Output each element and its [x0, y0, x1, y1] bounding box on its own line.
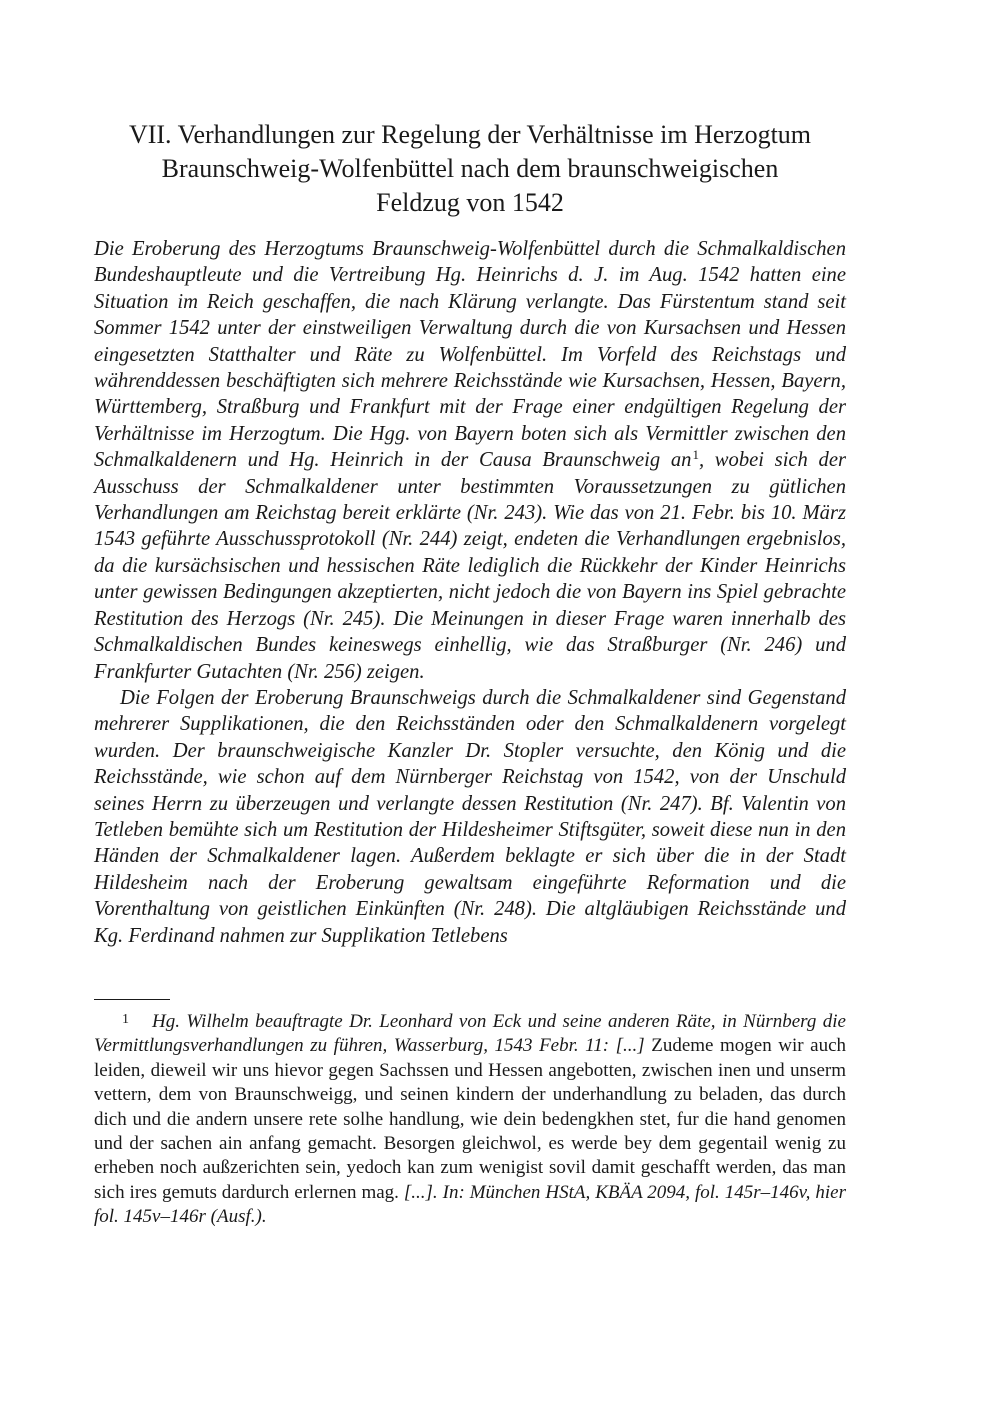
footnote-quote: Zudeme mogen wir auch leiden, dieweil wir uns hievor gegen Sachssen und Hessen angebotten, zwischen inen und unserm vettern, dem von Braunschweigg, und seinen kindern der underhandlung zu beladen, das durch dich und die andern unsere rete solhe handlung, wie dein bedengkhen stet, fur die hand genomen und der sachen ain anfang gemacht. Besorgen gleichwol, es werde bey dem gegentail wenig zu erheben noch außzerichten sein, yedoch kan zum wenigist sovil damit geschafft werden, das man sich ires gemuts dardurch erlernen mag.: [94, 1035, 847, 1203]
chapter-title-line-2: Braunschweig-Wolfenbüttel nach dem braunschweigischen: [161, 154, 779, 183]
chapter-introduction: [94, 236, 846, 949]
footnote-reference-1[interactable]: 1: [692, 447, 699, 463]
footnote-number: 1: [122, 1012, 129, 1027]
intro-paragraph-2: Die Folgen der Eroberung Braunschweigs durch die Schmalkaldener sind Gegenstand mehrerer Supplikationen, die den Reichsständen oder den Schmalkaldenern vorgelegt wurden. Der braunschweigische Kanzler Dr. Stopler versuchte, den König und die Reichsstände, wie schon auf dem Nürnberger Reichstag von 1542, von der Unschuld seines Herrn zu überzeugen und verlangte dessen Restitution (Nr. 247). Bf. Valentin von Tetleben bemühte sich um Restitution der Hildesheimer Stiftsgüter, soweit diese nun in den Händen der Schmalkaldener lagen. Außerdem beklagte er sich über die in der Stadt Hildesheim nach der Eroberung gewaltsam eingeführte Reformation und die Vorenthaltung von geistlichen Einkünften (Nr. 248). Die altgläubigen Reichsstände und Kg. Ferdinand nahmen zur Supplikation Tetlebens: [94, 686, 846, 947]
footnotes-section: [94, 999, 846, 1230]
footnote-italic-lead: Hg. Wilhelm beauftragte Dr. Leonhard von Eck und seine anderen Räte, in Nürnberg die Vermittlungsverhandlungen zu führen, Wasserburg, 1543 Febr. 11: [...]: [94, 1011, 846, 1057]
intro-paragraph-1-text-b: , wobei sich der Ausschuss der Schmalkaldener unter bestimmten Voraussetzungen zu gütlichen Verhandlungen am Reichstag bereit erklärte (Nr. 243). Wie das von 21. Febr. bis 10. März 1543 geführte Ausschussprotokoll (Nr. 244) zeigt, endeten die Verhandlungen ergebnislos, da die kursächsischen und hessischen Räte lediglich die Rückkehr der Kinder Heinrichs unter gewissen Bedingungen akzeptierten, nicht jedoch die von Bayern ins Spiel gebrachte Restitution des Herzogs (Nr. 245). Die Meinungen in dieser Frage waren innerhalb des Schmalkaldischen Bundes keineswegs einhellig, wie das Straßburger (Nr. 246) und Frankfurter Gutachten (Nr. 256) zeigen.: [94, 449, 846, 683]
footnote-divider: [94, 999, 170, 1000]
intro-paragraph-1: [94, 236, 846, 685]
intro-paragraph-1-text-a: Die Eroberung des Herzogtums Braunschweig-Wolfenbüttel durch die Schmalkaldischen Bundeshauptleute und die Vertreibung Hg. Heinrichs d. J. im Aug. 1542 hatten eine Situation im Reich geschaffen, die nach Klärung verlangte. Das Fürstentum stand seit Sommer 1542 unter der einstweiligen Verwaltung durch die von Kursachsen und Hessen eingesetzten Statthalter und Räte zu Wolfenbüttel. Im Vorfeld des Reichstags und währenddessen beschäftigten sich mehrere Reichsstände wie Kursachsen, Hessen, Bayern, Württemberg, Straßburg und Frankfurt mit der Frage einer endgültigen Regelung der Verhältnisse im Herzogtum. Die Hgg. von Bayern boten sich als Vermittler zwischen den Schmalkaldenern und Hg. Heinrich in der Causa Braunschweig an: [94, 238, 846, 472]
chapter-title: [94, 118, 846, 220]
footnote-source: [...]. In: München HStA, KBÄA 2094, fol. 145r–146v, hier fol. 145v–146r (Ausf.).: [94, 1181, 846, 1228]
chapter-title-line-1: VII. Verhandlungen zur Regelung der Verhältnisse im Herzogtum: [128, 120, 812, 149]
chapter-title-line-3: Feldzug von 1542: [376, 188, 564, 217]
footnote-1: [94, 1008, 846, 1230]
page-content: [94, 118, 846, 949]
